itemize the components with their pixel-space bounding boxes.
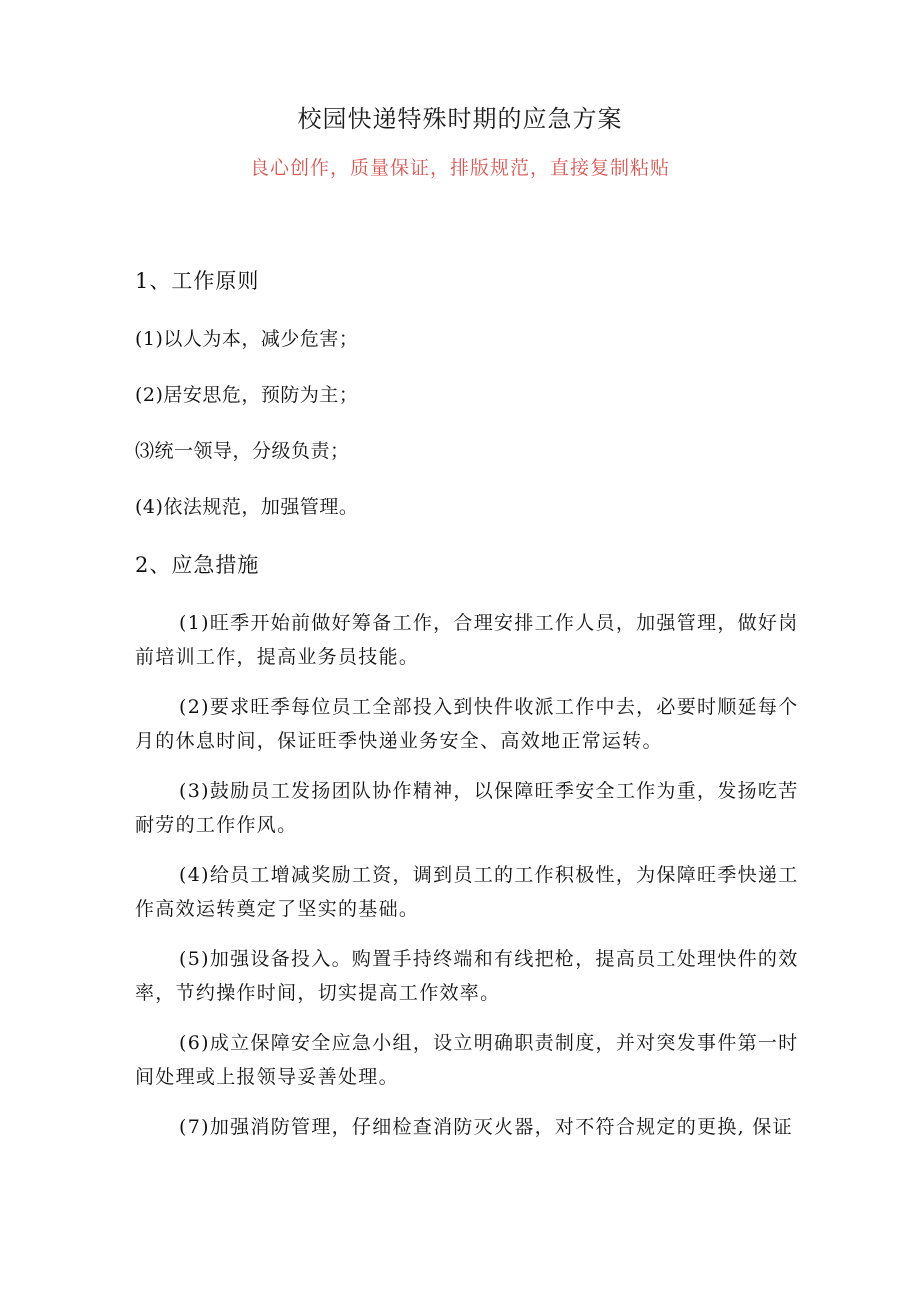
paragraph-line: 月的休息时间，保证旺季快递业务安全、高效地正常运转。 bbox=[135, 730, 663, 752]
measure-paragraph bbox=[135, 942, 799, 1010]
measure-paragraph bbox=[135, 1110, 795, 1144]
paragraph-line: (5)加强设备投入。购置手持终端和有线把枪，提高员工处理快件的效 bbox=[179, 948, 799, 970]
section-heading-emergency-measures: 2、应急措施 bbox=[135, 553, 260, 577]
principle-item: (2)居安思危，预防为主； bbox=[135, 384, 359, 406]
section-heading-work-principles: 1、工作原则 bbox=[135, 269, 260, 293]
measure-paragraph bbox=[135, 858, 799, 926]
paragraph-line: 耐劳的工作作风。 bbox=[135, 814, 298, 836]
paragraph-line: (7)加强消防管理，仔细检查消防灭火器，对不符合规定的更换, 保证 bbox=[179, 1116, 793, 1138]
principle-item: (4)依法规范，加强管理。 bbox=[135, 496, 359, 518]
principle-item: ⑶统一领导，分级负责； bbox=[135, 440, 350, 462]
paragraph-line: 前培训工作，提高业务员技能。 bbox=[135, 646, 420, 668]
paragraph-line: (6)成立保障安全应急小组，设立明确职责制度，并对突发事件第一时 bbox=[179, 1032, 799, 1054]
document-subtitle: 良心创作，质量保证，排版规范，直接复制粘贴 bbox=[249, 157, 670, 179]
paragraph-line: (3)鼓励员工发扬团队协作精神，以保障旺季安全工作为重，发扬吃苦 bbox=[179, 780, 799, 802]
paragraph-line: 间处理或上报领导妥善处理。 bbox=[135, 1066, 399, 1088]
paragraph-line: (4)给员工增减奖励工资，调到员工的工作积极性，为保障旺季快递工 bbox=[179, 864, 799, 886]
document-title: 校园快递特殊时期的应急方案 bbox=[297, 105, 623, 133]
measure-paragraph bbox=[135, 690, 799, 758]
measure-paragraph bbox=[135, 774, 799, 842]
measure-paragraph bbox=[135, 1026, 799, 1094]
principle-item: (1)以人为本，减少危害； bbox=[135, 328, 359, 350]
paragraph-line: (1)旺季开始前做好筹备工作，合理安排工作人员，加强管理，做好岗 bbox=[179, 612, 799, 634]
measure-paragraph bbox=[135, 606, 799, 674]
paragraph-line: 率，节约操作时间，切实提高工作效率。 bbox=[135, 982, 501, 1004]
paragraph-line: (2)要求旺季每位员工全部投入到快件收派工作中去，必要时顺延每个 bbox=[179, 696, 799, 718]
paragraph-line: 作高效运转奠定了坚实的基础。 bbox=[135, 898, 420, 920]
